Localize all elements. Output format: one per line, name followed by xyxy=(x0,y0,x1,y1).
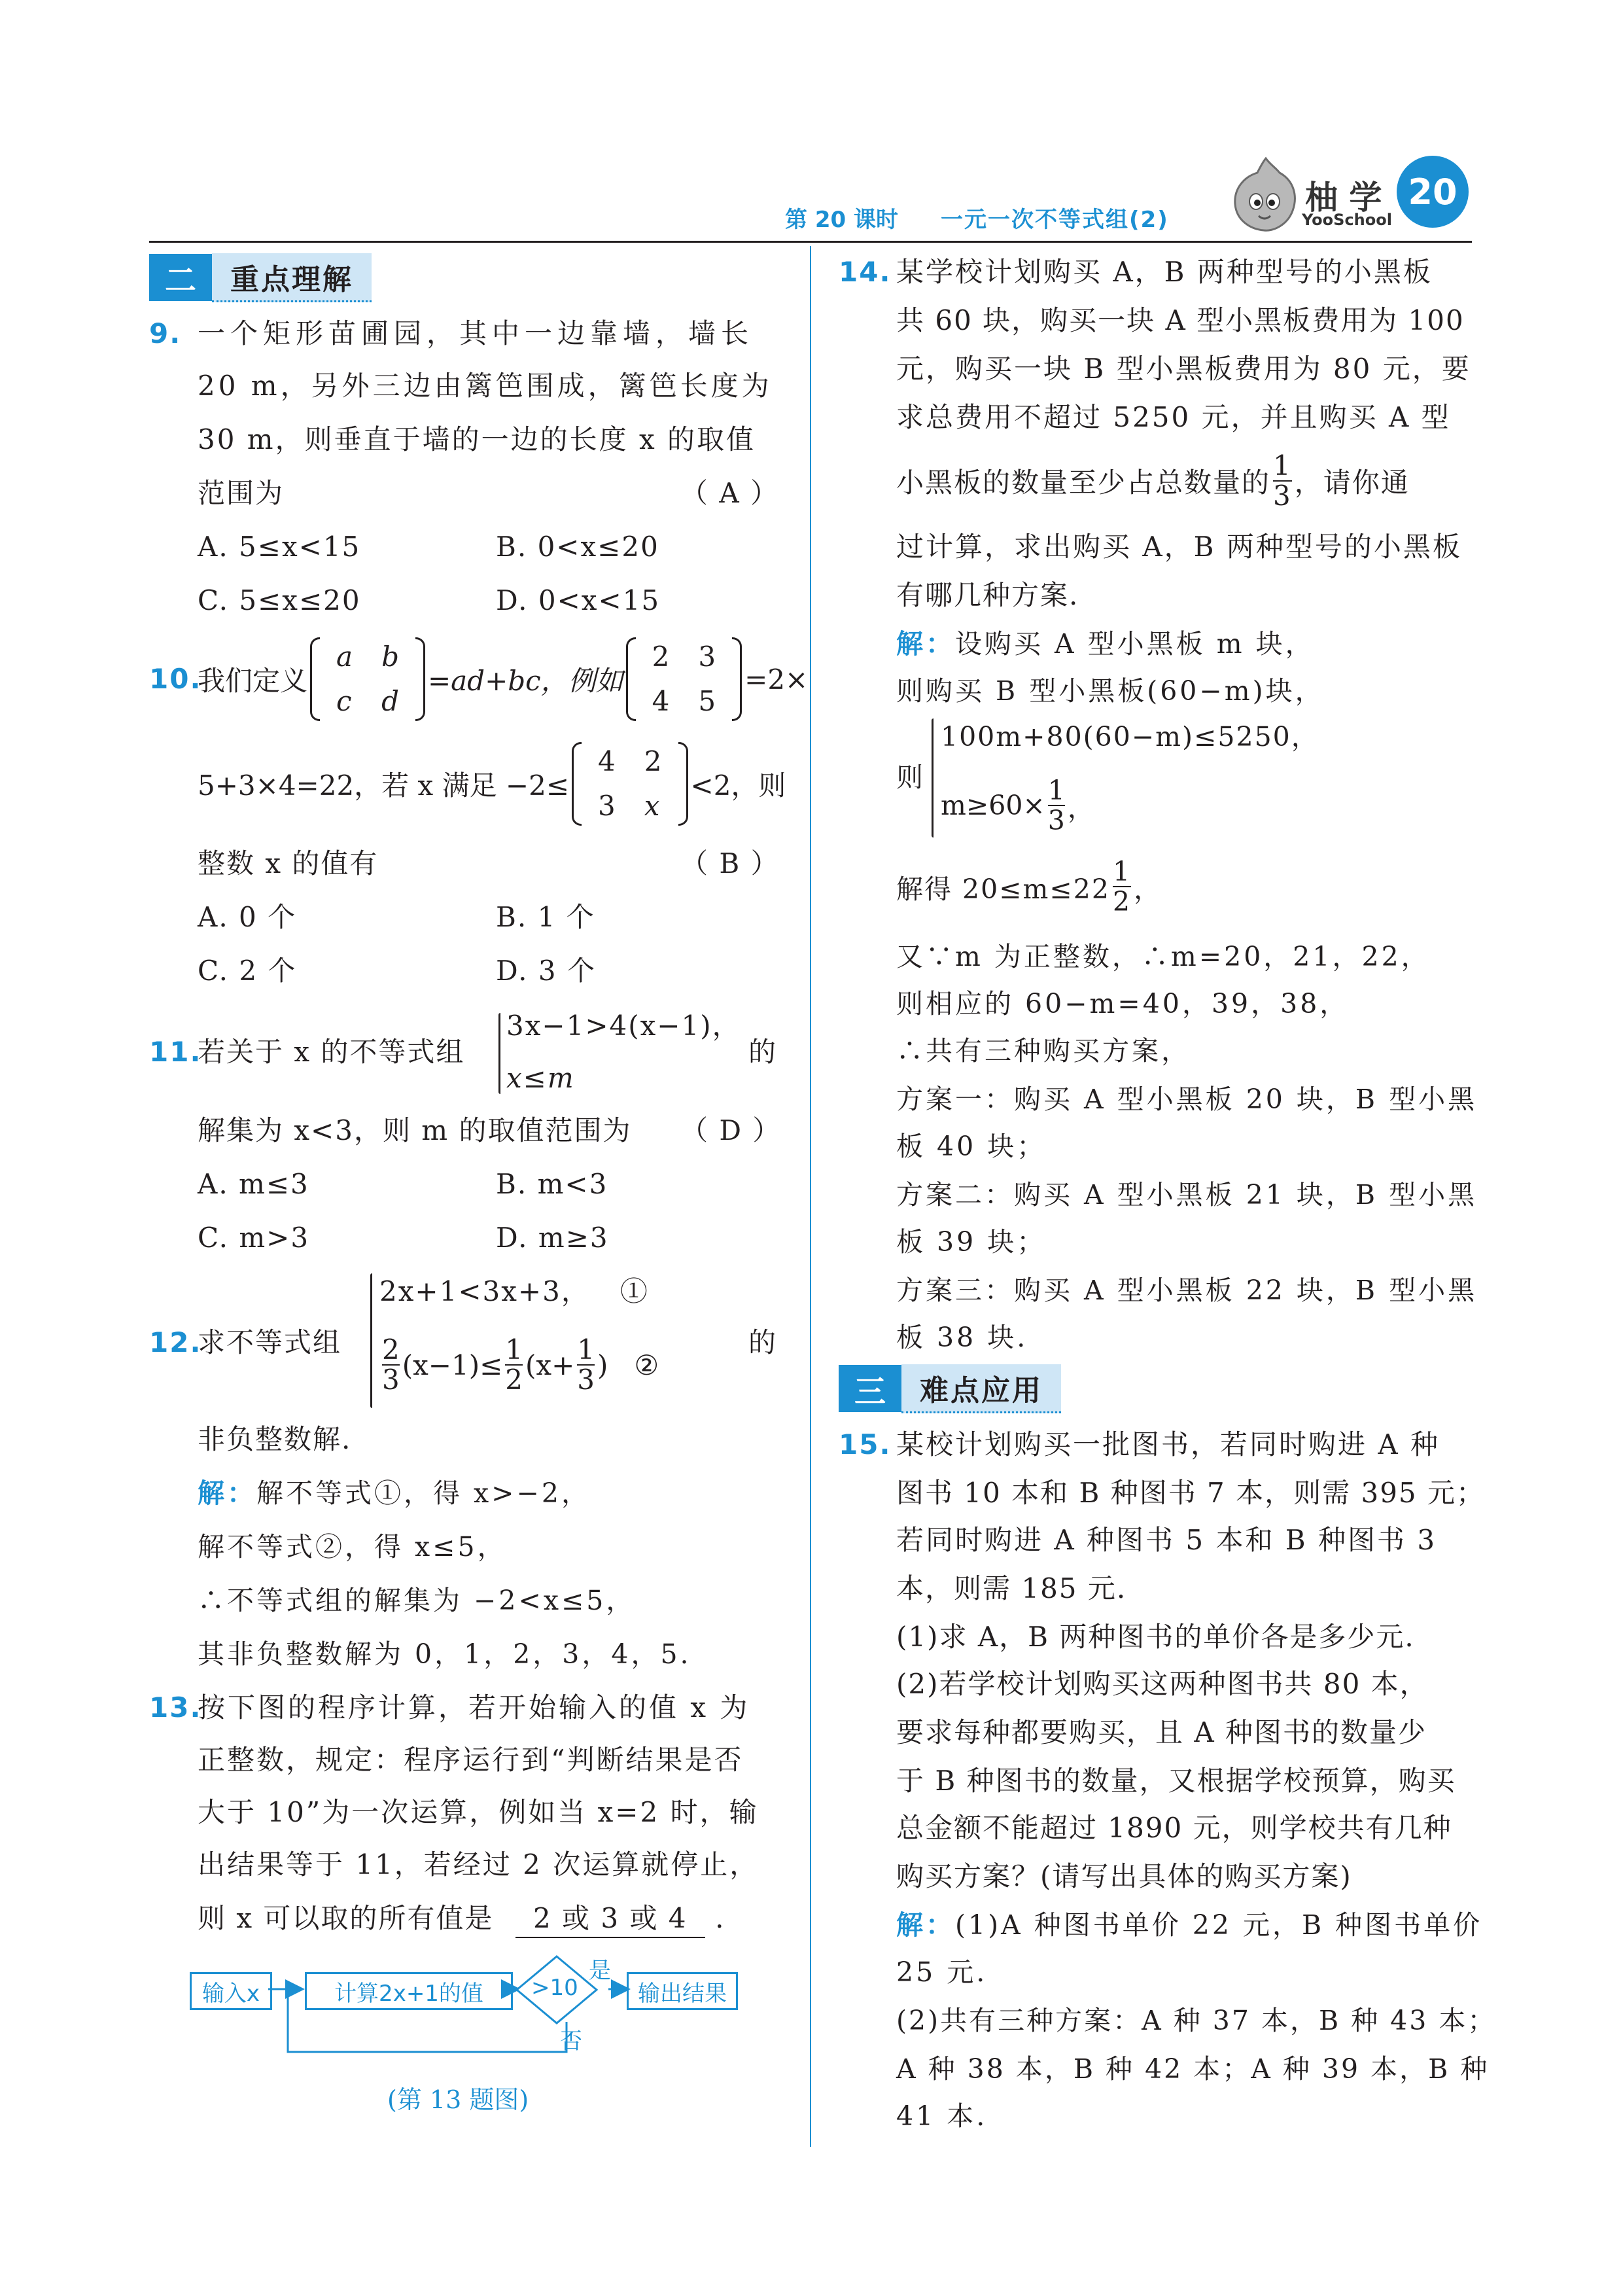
q15-number: 15. xyxy=(839,1428,892,1460)
q14-solution-2: 则购买 B 型小黑板(60−m)块， xyxy=(896,675,1325,707)
q14-system-row2: m≥60× $\frac{1}{3}$ ， xyxy=(941,775,1094,836)
q14-plan-1: 方案一：购买 A 型小黑板 20 块，B 型小黑 xyxy=(896,1084,1478,1115)
flow-judge-diamond: >10 xyxy=(517,1956,582,2022)
q13-line: 出结果等于 11，若经过 2 次运算就停止， xyxy=(198,1848,759,1881)
q12-solution-4: 其非负整数解为 0，1，2，3，4，5. xyxy=(198,1638,691,1670)
q13-line: 按下图的程序计算，若开始输入的值 x 为 xyxy=(198,1691,750,1723)
section-title: 重点理解 xyxy=(212,253,372,302)
q11-option-b: B. m<3 xyxy=(496,1168,608,1200)
q13-line: 正整数，规定：程序运行到“判断结果是否 xyxy=(198,1744,744,1776)
q13-line: 大于 10”为一次运算，例如当 x=2 时，输 xyxy=(198,1796,759,1828)
q9-line: 一个矩形苗圃园，其中一边靠墙，墙长 xyxy=(198,317,754,349)
brand-en: YooSchool xyxy=(1302,211,1392,229)
q15-part1: (1)求 A，B 两种图书的单价各是多少元. xyxy=(896,1621,1415,1653)
q15-answer-1: 解：(1)A 种图书单价 22 元，B 种图书单价 xyxy=(896,1909,1483,1941)
q10-option-d: D. 3 个 xyxy=(496,955,596,987)
q11-system-row1: 3x−1>4(x−1)， xyxy=(506,1010,741,1042)
q14-line6: 过计算，求出购买 A，B 两种型号的小黑板 xyxy=(896,531,1462,563)
q11-system-row2: x≤m xyxy=(506,1062,575,1094)
page-number: 20 xyxy=(1397,156,1469,228)
q12-system-row2: $\frac{2}{3}$ (x−1)≤ $\frac{1}{2}$ (x+ $\frac{1}{3}$ ) ② xyxy=(382,1333,659,1396)
matrix-abcd: a b c d xyxy=(310,635,425,724)
q13-answer-blank: 2 或 3 或 4 xyxy=(515,1900,705,1938)
q9-option-b: B. 0<x≤20 xyxy=(496,531,659,563)
q14-line: 求总费用不超过 5250 元，并且购买 A 型 xyxy=(896,401,1451,433)
q12-solution-2: 解不等式②，得 x≤5， xyxy=(198,1531,507,1563)
q14-system-row1: 100m+80(60−m)≤5250， xyxy=(941,721,1319,752)
q15-part2: (2)若学校计划购买这两种图书共 80 本， xyxy=(896,1668,1429,1700)
q12-solution-3: ∴不等式组的解集为 −2<x≤5， xyxy=(198,1585,636,1616)
q14-solution-1: 解：设购买 A 型小黑板 m 块， xyxy=(896,628,1315,660)
q15-line: 图书 10 本和 B 种图书 7 本，则需 395 元； xyxy=(896,1477,1485,1509)
q14-solution-6: 则相应的 60−m=40，39，38， xyxy=(896,988,1350,1019)
q9-line: 范围为 xyxy=(198,477,285,509)
q14-solution-4: 解得 20≤m≤22 $\frac{1}{2}$ ， xyxy=(896,856,1162,917)
q15-line: 若同时购进 A 种图书 5 本和 B 种图书 3 xyxy=(896,1524,1437,1556)
q11-option-a: A. m≤3 xyxy=(198,1168,309,1200)
section-title: 难点应用 xyxy=(901,1364,1061,1413)
header-topic: 一元一次不等式组(2) xyxy=(941,207,1169,233)
column-divider xyxy=(810,246,811,2147)
q12-line2: 非负整数解. xyxy=(198,1423,352,1455)
q11-tail: 的 xyxy=(748,1036,778,1068)
q15-answer-2: A 种 38 本，B 种 42 本；A 种 39 本，B 种 xyxy=(896,2053,1490,2085)
q11-number: 11. xyxy=(149,1036,202,1068)
section-number: 三 xyxy=(839,1365,901,1412)
q15-part2: 要求每种都要购买，且 A 种图书的数量少 xyxy=(896,1716,1427,1748)
q11-brace xyxy=(498,1013,500,1094)
q14-plan-3b: 板 38 块. xyxy=(896,1322,1028,1353)
q14-solution-7: ∴共有三种购买方案， xyxy=(896,1035,1191,1067)
section-heading-key xyxy=(149,254,372,301)
q9-option-a: A. 5≤x<15 xyxy=(198,531,361,563)
section-number: 二 xyxy=(149,254,212,301)
header-rule xyxy=(149,241,1472,243)
q13-flow-arrows xyxy=(183,1950,772,2081)
mascot-icon xyxy=(1230,156,1302,234)
q9-line: 20 m，另外三边由篱笆围成，篱笆长度为 xyxy=(198,370,773,402)
q10-option-c: C. 2 个 xyxy=(198,955,297,987)
q12-tail: 的 xyxy=(748,1326,778,1358)
q15-answer-1b: 25 元. xyxy=(896,1956,988,1988)
q15-answer-2: (2)共有三种方案：A 种 37 本，B 种 43 本； xyxy=(896,2005,1497,2036)
q15-answer-2: 41 本. xyxy=(896,2100,988,2132)
q14-brace xyxy=(932,718,934,838)
q12-system-row1: 2x+1<3x+3， ① xyxy=(379,1275,649,1307)
q13-number: 13. xyxy=(149,1691,202,1723)
q14-solution-ze: 则 xyxy=(896,762,926,793)
q15-part2: 总金额不能超过 1890 元，则学校共有几种 xyxy=(896,1812,1452,1844)
q12-brace xyxy=(370,1273,372,1408)
matrix-condition: 4 2 3 x xyxy=(572,739,688,828)
q9-answer: （ A ） xyxy=(680,477,780,509)
q12-lead: 求不等式组 xyxy=(198,1326,342,1358)
q11-option-c: C. m>3 xyxy=(198,1222,310,1254)
q14-solution-5: 又∵m 为正整数，∴m=20，21，22， xyxy=(896,941,1431,972)
flow-no-label: 否 xyxy=(560,2028,582,2055)
section-heading-hard xyxy=(839,1365,1061,1412)
q12-number: 12. xyxy=(149,1326,202,1358)
q14-line: 元，购买一块 B 型小黑板费用为 80 元，要 xyxy=(896,353,1471,385)
flow-output-box: 输出结果 xyxy=(627,1972,738,2010)
q10-option-b: B. 1 个 xyxy=(496,901,595,933)
q11-option-d: D. m≥3 xyxy=(496,1222,609,1254)
q10-number: 10. xyxy=(149,663,202,695)
q11-answer: （ D ） xyxy=(680,1114,782,1146)
q14-line7: 有哪几种方案. xyxy=(896,579,1079,611)
q10-line3: 整数 x 的值有 xyxy=(198,847,379,879)
q14-plan-1b: 板 40 块； xyxy=(896,1131,1047,1162)
flow-yes-label: 是 xyxy=(589,1958,611,1984)
q15-part2: 于 B 种图书的数量，又根据学校预算，购买 xyxy=(896,1765,1456,1797)
q14-line: 共 60 块，购买一块 A 型小黑板费用为 100 xyxy=(896,304,1465,336)
q10-line2: 5+3×4=22，若 x 满足 −2≤ 4 2 3 x <2，则 xyxy=(198,738,786,830)
q14-line5: 小黑板的数量至少占总数量的 $\frac{1}{3}$ ，请你通 xyxy=(896,450,1410,512)
q14-plan-2b: 板 39 块； xyxy=(896,1226,1047,1258)
flow-compute-box: 计算2x+1的值 xyxy=(305,1972,513,2010)
q12-solution-1: 解：解不等式①，得 x>−2， xyxy=(198,1477,591,1509)
q9-number: 9. xyxy=(149,317,182,349)
q11-lead: 若关于 x 的不等式组 xyxy=(198,1036,465,1068)
q14-plan-3: 方案三：购买 A 型小黑板 22 块，B 型小黑 xyxy=(896,1275,1478,1306)
q11-line2: 解集为 x<3，则 m 的取值范围为 xyxy=(198,1114,632,1146)
q9-line: 30 m，则垂直于墙的一边的长度 x 的取值 xyxy=(198,423,756,455)
flow-input-box: 输入x xyxy=(190,1972,272,2010)
matrix-example: 2 3 4 5 xyxy=(626,635,742,724)
q15-line: 本，则需 185 元. xyxy=(896,1572,1127,1604)
q15-part2: 购买方案？(请写出具体的购买方案) xyxy=(896,1860,1352,1892)
q13-line5: 则 x 可以取的所有值是 2 或 3 或 4 . xyxy=(198,1900,725,1938)
q14-number: 14. xyxy=(839,256,892,288)
q10-line1: 我们定义 a b c d =ad+bc，例如 2 3 4 5 =2× xyxy=(198,633,808,725)
q9-option-c: C. 5≤x≤20 xyxy=(198,584,361,616)
q13-caption: (第 13 题图) xyxy=(387,2085,529,2114)
brand-name: 柚 学 xyxy=(1305,179,1382,217)
q10-answer: （ B ） xyxy=(680,847,780,879)
q14-plan-2: 方案二：购买 A 型小黑板 21 块，B 型小黑 xyxy=(896,1179,1478,1210)
header-lesson: 第 20 课时 xyxy=(785,207,898,233)
q9-option-d: D. 0<x<15 xyxy=(496,584,661,616)
q14-line: 某学校计划购买 A，B 两种型号的小黑板 xyxy=(896,256,1433,288)
q10-option-a: A. 0 个 xyxy=(198,901,297,933)
q15-line: 某校计划购买一批图书，若同时购进 A 种 xyxy=(896,1428,1440,1460)
